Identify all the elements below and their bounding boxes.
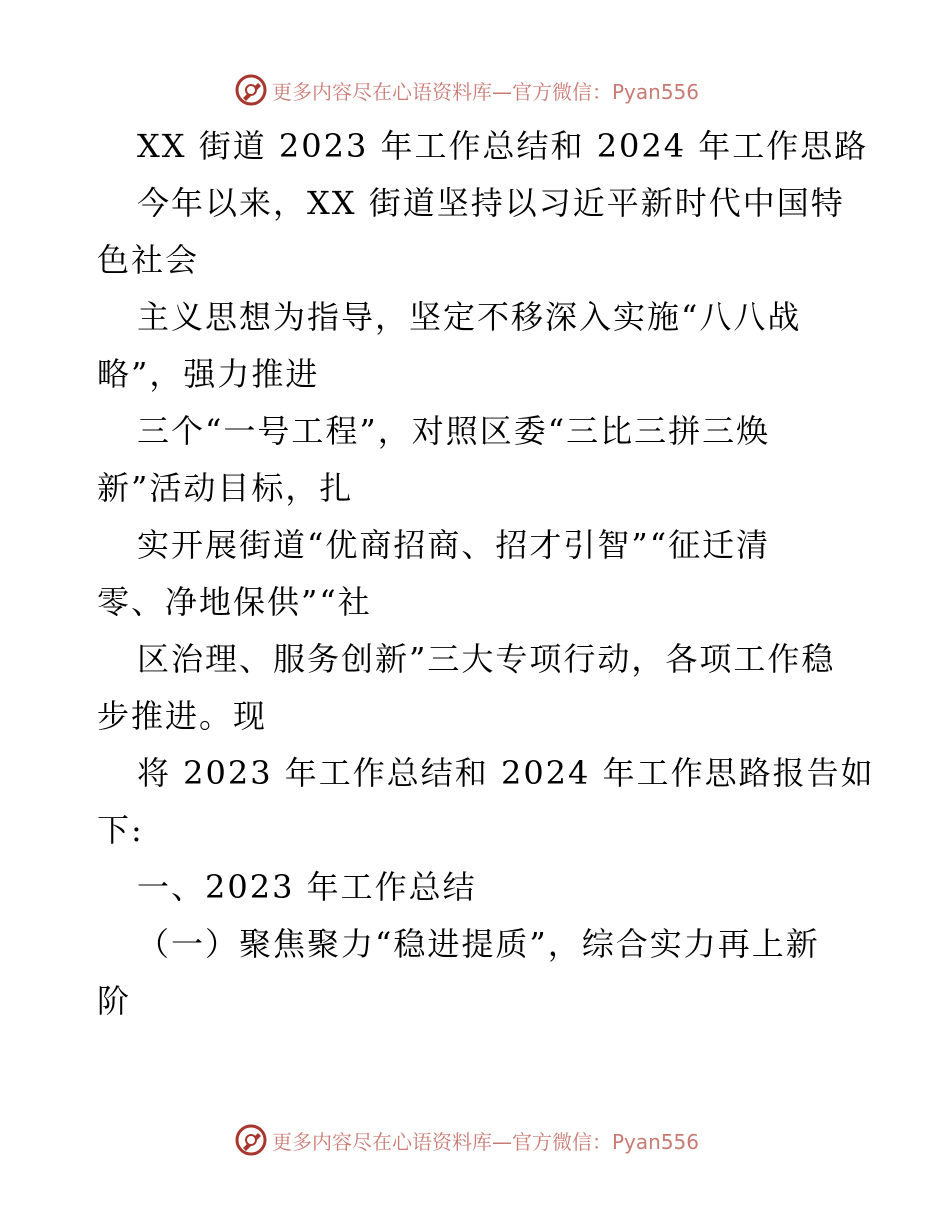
document-line: 零、净地保供”“社	[97, 583, 372, 621]
document-line: XX 街道 2023 年工作总结和 2024 年工作思路	[137, 127, 869, 165]
document-line: 一、2023 年工作总结	[137, 868, 477, 906]
document-line: 区治理、服务创新”三大专项行动，各项工作稳	[137, 640, 836, 678]
footer-banner-text: 更多内容尽在心语资料库—官方微信：Pyan556	[272, 1129, 700, 1154]
document-line: 实开展街道“优商招商、招才引智”“征迁清	[137, 526, 771, 564]
document-line: 主义思想为指导，坚定不移深入实施“八八战	[137, 298, 802, 336]
document-line: 将 2023 年工作总结和 2024 年工作思路报告如	[137, 754, 875, 792]
header-banner-text: 更多内容尽在心语资料库—官方微信：Pyan556	[272, 79, 700, 104]
footer-banner-inner	[234, 1120, 699, 1160]
header-banner-inner	[234, 70, 699, 110]
pen-logo-icon	[234, 73, 268, 107]
footer-banner	[0, 1120, 950, 1160]
document-body	[97, 118, 875, 1030]
document-line: 略”，强力推进	[97, 355, 320, 393]
document-line: 新”活动目标，扎	[97, 469, 354, 507]
document-line: 下:	[97, 811, 144, 849]
document-line: 三个“一号工程”，对照区委“三比三拼三焕	[137, 412, 771, 450]
document-line: （一）聚焦聚力“稳进提质”，综合实力再上新	[137, 925, 820, 963]
document-line: 步推进。现	[97, 697, 268, 735]
document-line: 今年以来，XX 街道坚持以习近平新时代中国特	[137, 184, 845, 222]
pen-logo-icon	[234, 1123, 268, 1157]
document-line: 阶	[97, 982, 132, 1020]
document-line: 色社会	[97, 241, 200, 279]
header-banner	[0, 70, 950, 110]
